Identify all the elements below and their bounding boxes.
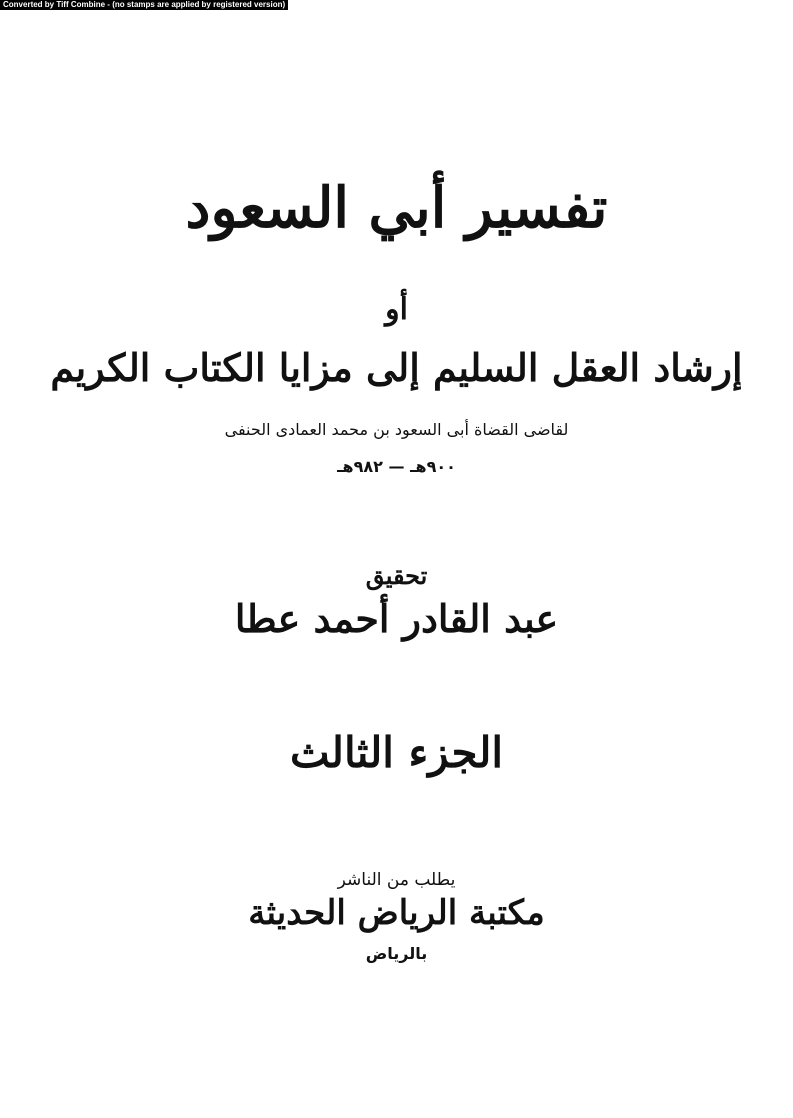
publisher-city: بالرياض (365, 944, 428, 963)
tahqiq-label: تحقيق (365, 561, 428, 590)
book-subtitle: إرشاد العقل السليم إلى مزايا الكتاب الكريم (50, 345, 743, 390)
volume-label: الجزء الثالث (289, 728, 504, 777)
publisher-request-line: يطلب من الناشر (337, 870, 456, 890)
book-title: تفسير أبي السعود (185, 175, 608, 241)
author-line: لقاضى القضاة أبى السعود بن محمد العمادى الحنفى (224, 420, 569, 439)
author-dates: ٩٠٠هـ — ٩٨٢هـ (337, 457, 456, 476)
publisher-name: مكتبة الرياض الحديثة (248, 893, 545, 933)
title-conjunction: أو (385, 292, 408, 327)
converter-banner: Converted by Tiff Combine - (no stamps are applied by registered version) (0, 0, 288, 10)
editor-name: عبد القادر أحمد عطا (234, 596, 559, 641)
